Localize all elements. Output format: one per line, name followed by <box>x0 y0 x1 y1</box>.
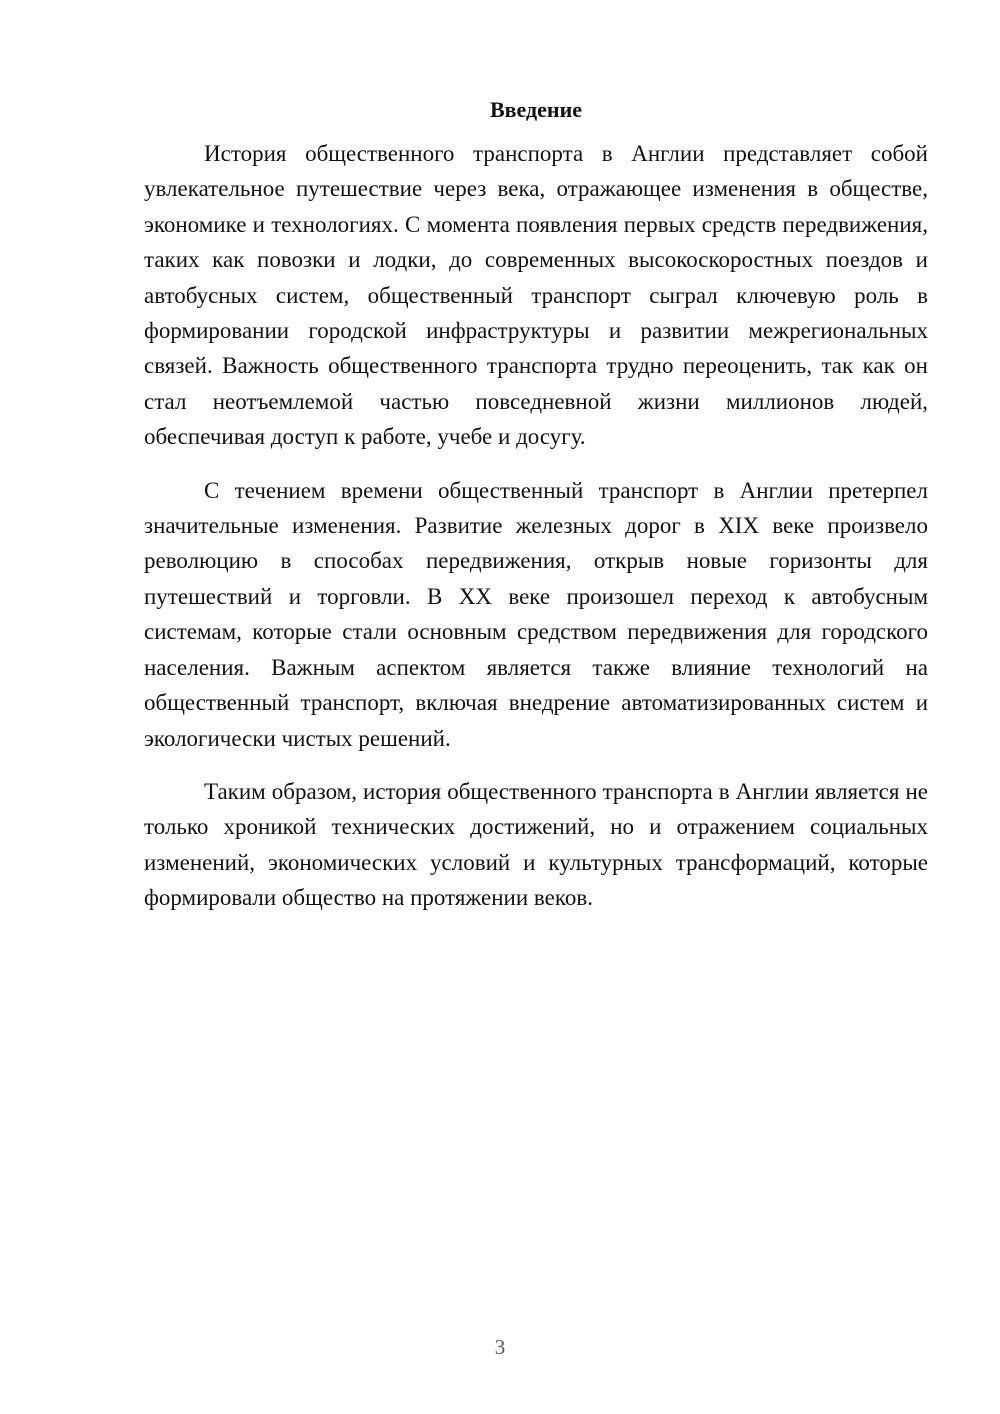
paragraph-2: С течением времени общественный транспорт в Англии претерпел значительные изменения. Развитие железных дорог в XIX веке произвело революцию в способах передвижения, открыв новые горизонты для путешествий и торговли. В XX веке произошел переход к автобусным системам, которые стали основным средством передвижения для городского населения. Важным аспектом является также влияние технологий на общественный транспорт, включая внедрение автоматизированных систем и экологически чистых решений. <box>144 477 928 751</box>
paragraph-3: Таким образом, история общественного транспорта в Англии является не только хроникой технических достижений, но и отражением социальных изменений, экономических условий и культурных трансформаций, которые формировали общество на протяжении веков. <box>144 778 928 911</box>
section-heading: Введение <box>489 97 583 122</box>
paragraph-1: История общественного транспорта в Англии представляет собой увлекательное путешествие через века, отражающее изменения в обществе, экономике и технологиях. С момента появления первых средств передвижения, таких как повозки и лодки, до современных высокоскоростных поездов и автобусных систем, общественный транспорт сыграл ключевую роль в формировании городской инфраструктуры и развитии межрегиональных связей. Важность общественного транспорта трудно переоценить, так как он стал неотъемлемой частью повседневной жизни миллионов людей, обеспечивая доступ к работе, учебе и досугу. <box>144 141 928 450</box>
page-number: 3 <box>494 1335 506 1359</box>
page-content <box>144 96 928 934</box>
